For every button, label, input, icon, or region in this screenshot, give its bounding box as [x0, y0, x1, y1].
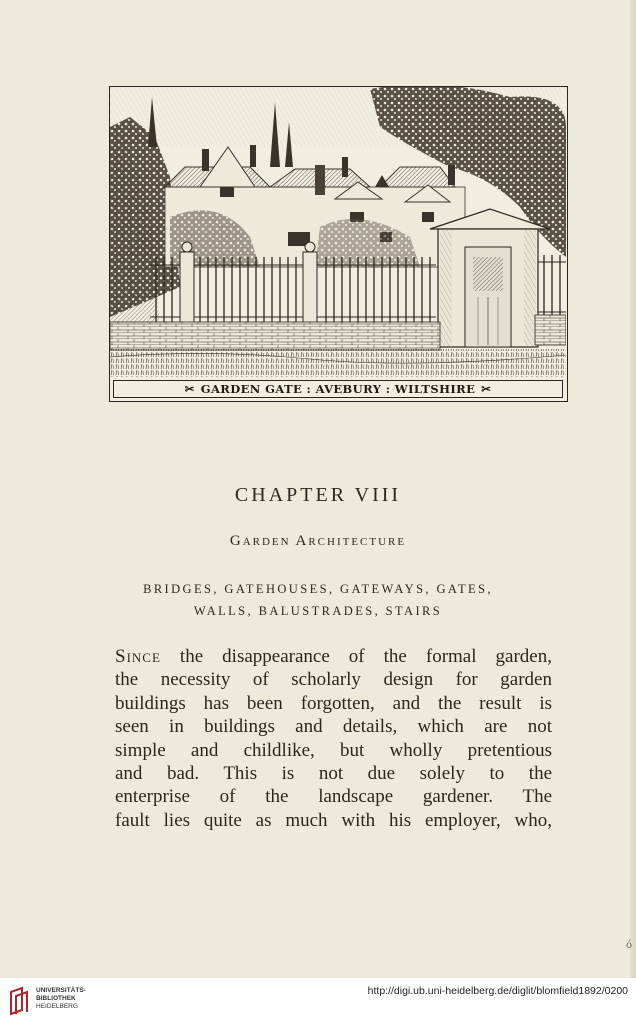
permalink-url[interactable]: http://digi.ub.uni-heidelberg.de/diglit/blomfield1892/0200	[367, 985, 628, 997]
body-line-3: buildings has been forgotten, and the result is	[115, 692, 552, 714]
body-line-8: fault lies quite as much with his employer, who,	[115, 809, 552, 831]
caption-ornament-left: ✂	[184, 382, 195, 396]
body-line-5: simple and childlike, but wholly pretentious	[115, 739, 552, 761]
library-line-1: UNIVERSITÄTS-	[36, 987, 86, 994]
library-logo-icon[interactable]	[8, 986, 32, 1016]
margin-mark: ó	[626, 940, 633, 951]
illustration-plate	[109, 86, 568, 402]
chapter-heading: CHAPTER VIII	[234, 484, 402, 506]
caption-ornament-right: ✂	[481, 382, 492, 396]
chapter-title: Garden Architecture	[229, 533, 407, 549]
lead-word: Since	[115, 646, 161, 667]
body-line-4: seen in buildings and details, which are not	[115, 716, 552, 738]
body-line-1: Since the disappearance of the formal garden,	[115, 646, 552, 667]
library-line-2: BIBLIOTHEK	[36, 995, 76, 1002]
body-line-6: and bad. This is not due solely to the	[115, 762, 552, 784]
garden-gate-engraving	[110, 87, 566, 379]
body-line-7: enterprise of the landscape gardener. The	[115, 786, 552, 808]
chapter-topics	[0, 578, 636, 622]
body-paragraph	[115, 645, 552, 832]
library-line-3: HEIDELBERG	[36, 1003, 78, 1010]
body-line-2: the necessity of scholarly design for garden	[115, 669, 552, 691]
plate-caption	[113, 380, 563, 398]
library-name[interactable]	[36, 987, 86, 1011]
caption-text: GARDEN GATE : AVEBURY : WILTSHIRE	[200, 382, 476, 396]
topics-line-1: BRIDGES, GATEHOUSES, GATEWAYS, GATES,	[143, 582, 493, 596]
topics-line-2: WALLS, BALUSTRADES, STAIRS	[193, 604, 443, 618]
